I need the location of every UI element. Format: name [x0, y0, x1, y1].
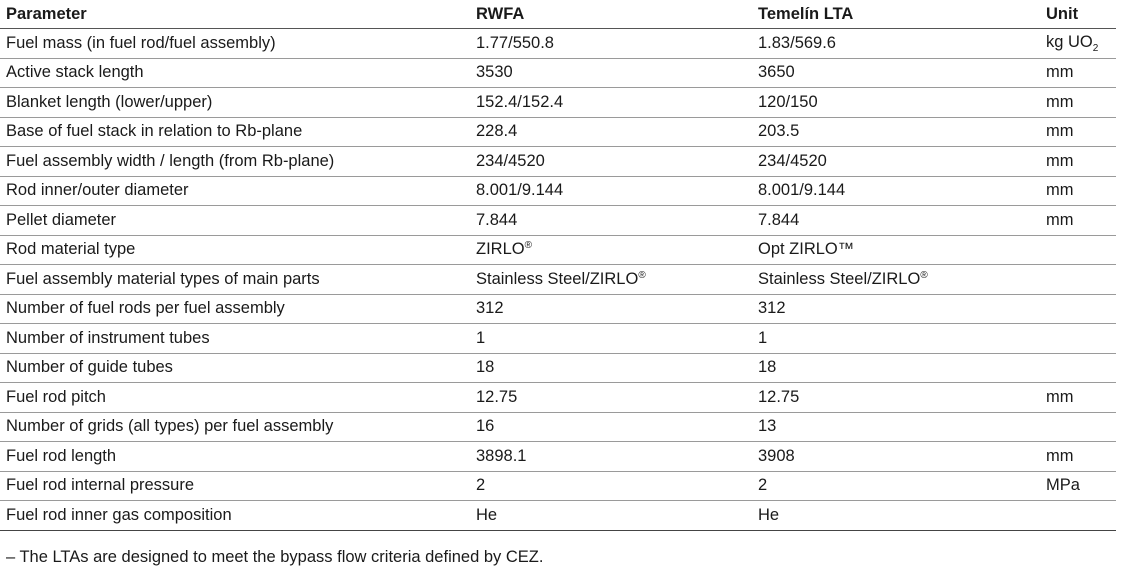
table-row — [0, 383, 1116, 413]
cell-parameter: Fuel assembly material types of main parts — [0, 265, 470, 295]
cell-parameter: Number of guide tubes — [0, 353, 470, 383]
cell-unit — [1034, 501, 1116, 531]
table-row — [0, 176, 1116, 206]
cell-temelin: 312 — [752, 294, 1034, 324]
cell-temelin: Opt ZIRLO™ — [752, 235, 1034, 265]
registered-mark: ® — [524, 240, 532, 252]
cell-temelin: 1.83/569.6 — [752, 29, 1034, 59]
table-body — [0, 29, 1116, 531]
cell-rwfa: 16 — [470, 412, 752, 442]
cell-unit: mm — [1034, 442, 1116, 472]
cell-rwfa: 234/4520 — [470, 147, 752, 177]
cell-parameter: Rod material type — [0, 235, 470, 265]
cell-unit: mm — [1034, 147, 1116, 177]
cell-rwfa: 1.77/550.8 — [470, 29, 752, 59]
cell-unit: mm — [1034, 176, 1116, 206]
table-row — [0, 324, 1116, 354]
registered-mark: ® — [638, 269, 646, 281]
temelin-text: Stainless Steel/ZIRLO — [758, 269, 921, 288]
table-row — [0, 442, 1116, 472]
cell-rwfa: 18 — [470, 353, 752, 383]
cell-parameter: Fuel mass (in fuel rod/fuel assembly) — [0, 29, 470, 59]
table-row — [0, 471, 1116, 501]
cell-temelin: 8.001/9.144 — [752, 176, 1034, 206]
table-row — [0, 206, 1116, 236]
cell-unit: MPa — [1034, 471, 1116, 501]
cell-temelin: 203.5 — [752, 117, 1034, 147]
table-row — [0, 294, 1116, 324]
cell-parameter: Rod inner/outer diameter — [0, 176, 470, 206]
cell-unit — [1034, 324, 1116, 354]
table-row — [0, 88, 1116, 118]
cell-unit: mm — [1034, 117, 1116, 147]
unit-subscript: 2 — [1092, 42, 1099, 54]
cell-temelin: 3650 — [752, 58, 1034, 88]
cell-parameter: Fuel rod internal pressure — [0, 471, 470, 501]
table-row — [0, 235, 1116, 265]
cell-rwfa: 2 — [470, 471, 752, 501]
registered-mark: ® — [920, 269, 928, 281]
cell-temelin: 12.75 — [752, 383, 1034, 413]
cell-unit — [1034, 412, 1116, 442]
table-row — [0, 147, 1116, 177]
cell-parameter: Base of fuel stack in relation to Rb-plane — [0, 117, 470, 147]
cell-rwfa — [470, 265, 752, 295]
unit-text: kg UO — [1046, 32, 1093, 51]
table-row — [0, 412, 1116, 442]
table-footnote: – The LTAs are designed to meet the bypass flow criteria defined by CEZ. — [6, 548, 544, 566]
cell-unit: mm — [1034, 206, 1116, 236]
cell-temelin: 13 — [752, 412, 1034, 442]
cell-temelin — [752, 265, 1034, 295]
table-header-row — [0, 0, 1116, 29]
cell-temelin: 2 — [752, 471, 1034, 501]
cell-temelin: 1 — [752, 324, 1034, 354]
cell-temelin: 3908 — [752, 442, 1034, 472]
cell-parameter: Fuel rod inner gas composition — [0, 501, 470, 531]
cell-rwfa: 228.4 — [470, 117, 752, 147]
cell-unit — [1034, 294, 1116, 324]
table-row — [0, 117, 1116, 147]
cell-temelin: 120/150 — [752, 88, 1034, 118]
cell-rwfa: He — [470, 501, 752, 531]
header-parameter: Parameter — [0, 0, 470, 29]
cell-parameter: Fuel rod pitch — [0, 383, 470, 413]
cell-parameter: Blanket length (lower/upper) — [0, 88, 470, 118]
cell-unit — [1034, 265, 1116, 295]
table-row — [0, 265, 1116, 295]
cell-rwfa: 312 — [470, 294, 752, 324]
header-rwfa: RWFA — [470, 0, 752, 29]
cell-rwfa: 8.001/9.144 — [470, 176, 752, 206]
table-row — [0, 58, 1116, 88]
header-temelin-lta: Temelín LTA — [752, 0, 1034, 29]
header-unit: Unit — [1034, 0, 1116, 29]
cell-rwfa — [470, 235, 752, 265]
cell-unit — [1034, 29, 1116, 59]
table-row — [0, 353, 1116, 383]
cell-unit — [1034, 353, 1116, 383]
cell-rwfa: 1 — [470, 324, 752, 354]
cell-rwfa: 3530 — [470, 58, 752, 88]
table-row — [0, 501, 1116, 531]
cell-rwfa: 3898.1 — [470, 442, 752, 472]
table-row — [0, 29, 1116, 59]
cell-temelin: 234/4520 — [752, 147, 1034, 177]
cell-rwfa: 12.75 — [470, 383, 752, 413]
cell-temelin: 7.844 — [752, 206, 1034, 236]
cell-unit: mm — [1034, 383, 1116, 413]
cell-parameter: Number of grids (all types) per fuel assembly — [0, 412, 470, 442]
cell-parameter: Number of fuel rods per fuel assembly — [0, 294, 470, 324]
rwfa-text: Stainless Steel/ZIRLO — [476, 269, 639, 288]
cell-parameter: Fuel rod length — [0, 442, 470, 472]
cell-rwfa: 152.4/152.4 — [470, 88, 752, 118]
cell-parameter: Pellet diameter — [0, 206, 470, 236]
cell-unit: mm — [1034, 88, 1116, 118]
cell-rwfa: 7.844 — [470, 206, 752, 236]
cell-unit — [1034, 235, 1116, 265]
cell-parameter: Fuel assembly width / length (from Rb-plane) — [0, 147, 470, 177]
cell-unit: mm — [1034, 58, 1116, 88]
cell-temelin: 18 — [752, 353, 1034, 383]
cell-parameter: Number of instrument tubes — [0, 324, 470, 354]
cell-parameter: Active stack length — [0, 58, 470, 88]
rwfa-text: ZIRLO — [476, 240, 525, 259]
cell-temelin: He — [752, 501, 1034, 531]
